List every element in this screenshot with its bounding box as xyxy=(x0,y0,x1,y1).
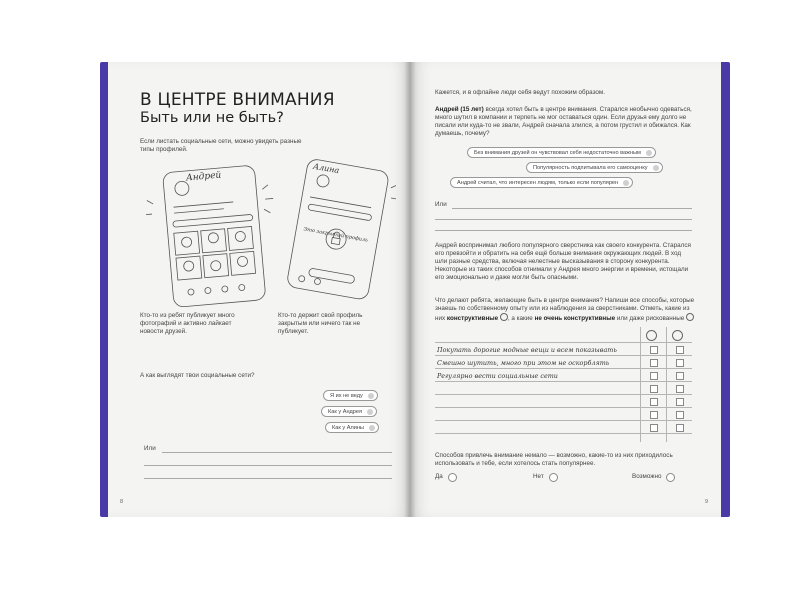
table-entry-2[interactable]: Смешно шутить, много при этом не оскорблять xyxy=(437,359,610,367)
answer-yes-radio[interactable] xyxy=(448,473,457,482)
answer-no-radio[interactable] xyxy=(549,473,558,482)
intro-text: Если листать социальные сети, можно увидеть разные типы профилей. xyxy=(140,138,302,153)
checkbox[interactable] xyxy=(676,346,684,354)
answer-maybe-radio[interactable] xyxy=(666,473,675,482)
radio-dot[interactable] xyxy=(623,180,629,186)
checkbox[interactable] xyxy=(676,398,684,406)
checkbox[interactable] xyxy=(676,359,684,367)
other-label-right: Или xyxy=(435,201,447,208)
answer-line[interactable] xyxy=(435,219,692,220)
table-divider xyxy=(640,327,641,442)
paragraph-rivals: Андрей воспринимал любого популярного сверстника как своего конкурента. Старался его превзойти и обратить на себя ещё больше внимания окружающих людей. В ход шли разные средства, включая нелестные высказывания в сторону конкурента. Некоторые из таких способов отнимали у Андрея много энергии и времени, истощали его эмоционально и даже могли быть опасными. xyxy=(435,242,691,281)
book-cover-right xyxy=(720,62,730,517)
checkbox[interactable] xyxy=(650,346,658,354)
option-no-social[interactable]: Я их не веду xyxy=(323,390,378,401)
option-like-alina[interactable]: Как у Алины xyxy=(325,422,379,433)
open-workbook xyxy=(100,62,730,517)
radio-dot[interactable] xyxy=(368,393,374,399)
radio-dot[interactable] xyxy=(367,409,373,415)
checkbox[interactable] xyxy=(650,372,658,380)
worried-face-icon xyxy=(672,330,683,341)
story-name: Андрей (15 лет) xyxy=(435,106,484,113)
phone1-name: Андрей xyxy=(185,170,222,184)
option-like-andrey[interactable]: Как у Андрея xyxy=(321,406,377,417)
option-interesting-if-popular[interactable]: Андрей считал, что интересен людям, только если популярен xyxy=(450,177,633,188)
answer-line[interactable] xyxy=(162,452,392,453)
answer-no-label: Нет xyxy=(533,473,544,480)
answer-yes-label: Да xyxy=(435,473,443,480)
table-row-line xyxy=(435,381,692,382)
answer-line[interactable] xyxy=(452,208,692,209)
answer-line[interactable] xyxy=(435,230,692,231)
checkbox[interactable] xyxy=(676,385,684,393)
table-row-line xyxy=(435,394,692,395)
worried-face-icon xyxy=(686,313,694,321)
phone-andrey-illustration xyxy=(146,164,282,310)
smile-icon xyxy=(646,330,657,341)
answer-maybe-label: Возможно xyxy=(632,473,662,480)
phone2-text: Это закрытый профиль xyxy=(302,226,369,244)
question-text: А как выглядят твои социальные сети? xyxy=(140,372,255,379)
left-page xyxy=(108,62,410,517)
page-number-right: 9 xyxy=(705,499,709,505)
page-title: В ЦЕНТРЕ ВНИМАНИЯ xyxy=(140,90,335,110)
table-row-line xyxy=(435,433,692,434)
other-label: Или xyxy=(144,445,156,452)
right-intro: Кажется, и в офлайне люди себя ведут похожим образом. xyxy=(435,89,605,96)
table-row-line xyxy=(435,407,692,408)
table-row-line xyxy=(435,342,692,343)
checkbox[interactable] xyxy=(676,424,684,432)
smile-icon xyxy=(500,313,508,321)
phone2-name: Алина xyxy=(312,161,340,176)
table-row-line xyxy=(435,368,692,369)
table-divider xyxy=(666,327,667,442)
checkbox[interactable] xyxy=(650,398,658,406)
page-number-left: 8 xyxy=(120,499,124,505)
answer-line[interactable] xyxy=(144,465,392,466)
caption-alina: Кто-то держит свой профиль закрытым или ничего так не публикует. xyxy=(278,312,363,335)
option-self-esteem[interactable]: Популярность подпитывала его самооценку xyxy=(526,162,663,173)
table-entry-3[interactable]: Регулярно вести социальные сети xyxy=(437,372,558,380)
checkbox[interactable] xyxy=(650,385,658,393)
checkbox[interactable] xyxy=(676,411,684,419)
radio-dot[interactable] xyxy=(369,425,375,431)
table-entry-1[interactable]: Покупать дорогие модные вещи и всем показывать xyxy=(437,346,617,354)
phones-illustration xyxy=(146,154,396,312)
table-question: Что делают ребята, желающие быть в центре внимания? Напиши все способы, которые знаешь по собственному опыту или из наблюдения за сверстниками. Отметь, какие из них конструктивные , а какие не очень конструктивные или даже рискованные xyxy=(435,297,695,322)
answer-line[interactable] xyxy=(144,478,392,479)
story-text: Андрей (15 лет) всегда хотел быть в центре внимания. Старался необычно одеваться, много шутил в компании и терпеть не мог оставаться один. Если друзья ему долго не писали или куда-то не звали, Андрей сначала злился, а потом грустил и обижался. Как думаешь, почему? xyxy=(435,106,692,137)
book-gutter xyxy=(404,62,416,517)
closing-text: Способов привлечь внимание немало — возможно, какие-то из них приходилось использовать и тебе, если хотелось стать популярнее. xyxy=(435,452,673,467)
checkbox[interactable] xyxy=(650,359,658,367)
radio-dot[interactable] xyxy=(653,165,659,171)
table-row-line xyxy=(435,355,692,356)
checkbox[interactable] xyxy=(676,372,684,380)
checkbox[interactable] xyxy=(650,411,658,419)
checkbox[interactable] xyxy=(650,424,658,432)
right-page xyxy=(410,62,721,517)
option-not-important[interactable]: Без внимания друзей он чувствовал себя недостаточно важным xyxy=(467,147,656,158)
caption-andrey: Кто-то из ребят публикует много фотографий и активно лайкает новости друзей. xyxy=(140,312,235,335)
page-subtitle: Быть или не быть? xyxy=(140,110,284,126)
table-row-line xyxy=(435,420,692,421)
radio-dot[interactable] xyxy=(646,150,652,156)
